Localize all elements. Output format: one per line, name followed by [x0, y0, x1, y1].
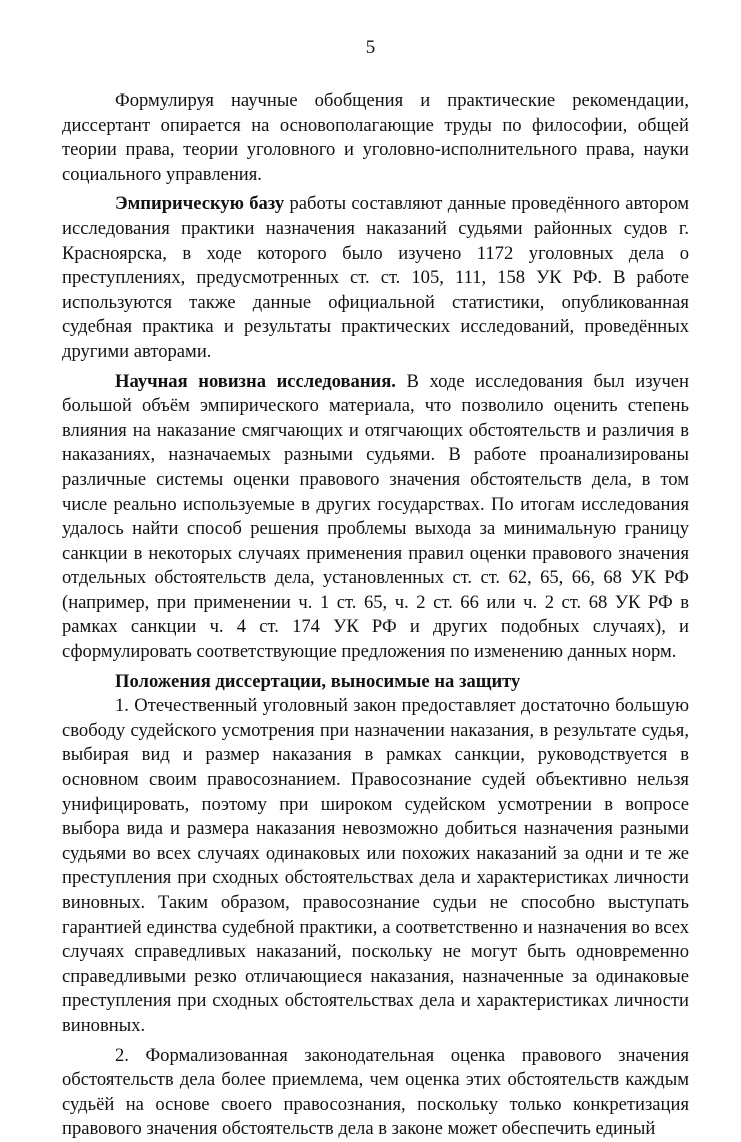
novelty-lead: Научная новизна исследования.: [115, 370, 396, 392]
paragraph-thesis-2: 2. Формализованная законодательная оценка правового значения обстоятельств дела более приемлема, чем оценка этих обстоятельств каждым судьёй на основе своего правосознания, поскольку только конкретизация правового значения обстоятельств дела в законе может обеспечить единый: [62, 1044, 689, 1140]
empirical-base-text: работы составляют данные проведённого автором исследования практики назначения наказаний судьями районных судов г. Красноярска, в ходе которого было изучено 1172 уголовных дела о преступлениях, предусмотренных ст. ст. 105, 111, 158 УК РФ. В работе используются также данные официальной статистики, опубликованная судебная практика и результаты практических исследований, проведённых другими авторами.: [62, 193, 689, 362]
novelty-text: В ходе исследования был изучен большой объём эмпирического материала, что позволило оценить степень влияния на наказание смягчающих и отягчающих обстоятельств и различия в наказаниях, назначаемых разными судьями. В работе проанализированы различные системы оценки правового значения обстоятельств дела, в том числе реально используемые в других государствах. По итогам исследования удалось найти способ решения проблемы выхода за минимальную границу санкции в некоторых случаях применения правил оценки правового значения отдельных обстоятельств дела, установленных ст. ст. 62, 65, 66, 68 УК РФ (например, при применении ч. 1 ст. 65, ч. 2 ст. 66 или ч. 2 ст. 68 УК РФ в рамках санкции ч. 4 ст. 174 УК РФ и других подобных случаях), и сформулировать соответствующие предложения по изменению данных норм.: [62, 370, 690, 663]
paragraph-foundations: Формулируя научные обобщения и практические рекомендации, диссертант опирается на основополагающие труды по философии, общей теории права, теории уголовного и уголовно-исполнительного права, науки социального управления.: [62, 90, 689, 185]
page-number: 5: [365, 37, 376, 58]
paragraph-thesis-1: 1. Отечественный уголовный закон предоставляет достаточно большую свободу судейского усмотрения при назначении наказания, в результате судья, выбирая вид и размер наказания в рамках санкции, руководствуется в основном своим правосознанием. Правосознание судей объективно нельзя унифицировать, поэтому при широком судейском усмотрении в вопросе выбора вида и размера наказания невозможно добиться назначения разными судьями во всех случаях одинаковых или похожих наказаний за одни и те же преступления при сходных обстоятельствах дела и характеристиках личности виновных. Таким образом, правосознание судьи не способно выступать гарантией единства судебной практики, а соответственно и назначения во всех случаях справедливых наказаний, поскольку не могут быть одновременно справедливыми резко отличающиеся наказания, назначенные за одинаковые преступления при сходных обстоятельствах дела и характеристиках личности виновных.: [62, 695, 689, 1036]
empirical-base-lead: Эмпирическую базу: [115, 193, 285, 215]
paragraph-empirical-base: [62, 192, 689, 364]
section-heading-theses: Положения диссертации, выносимые на защиту: [115, 670, 521, 692]
document-body: [62, 89, 689, 1142]
paragraph-novelty: [62, 370, 689, 665]
